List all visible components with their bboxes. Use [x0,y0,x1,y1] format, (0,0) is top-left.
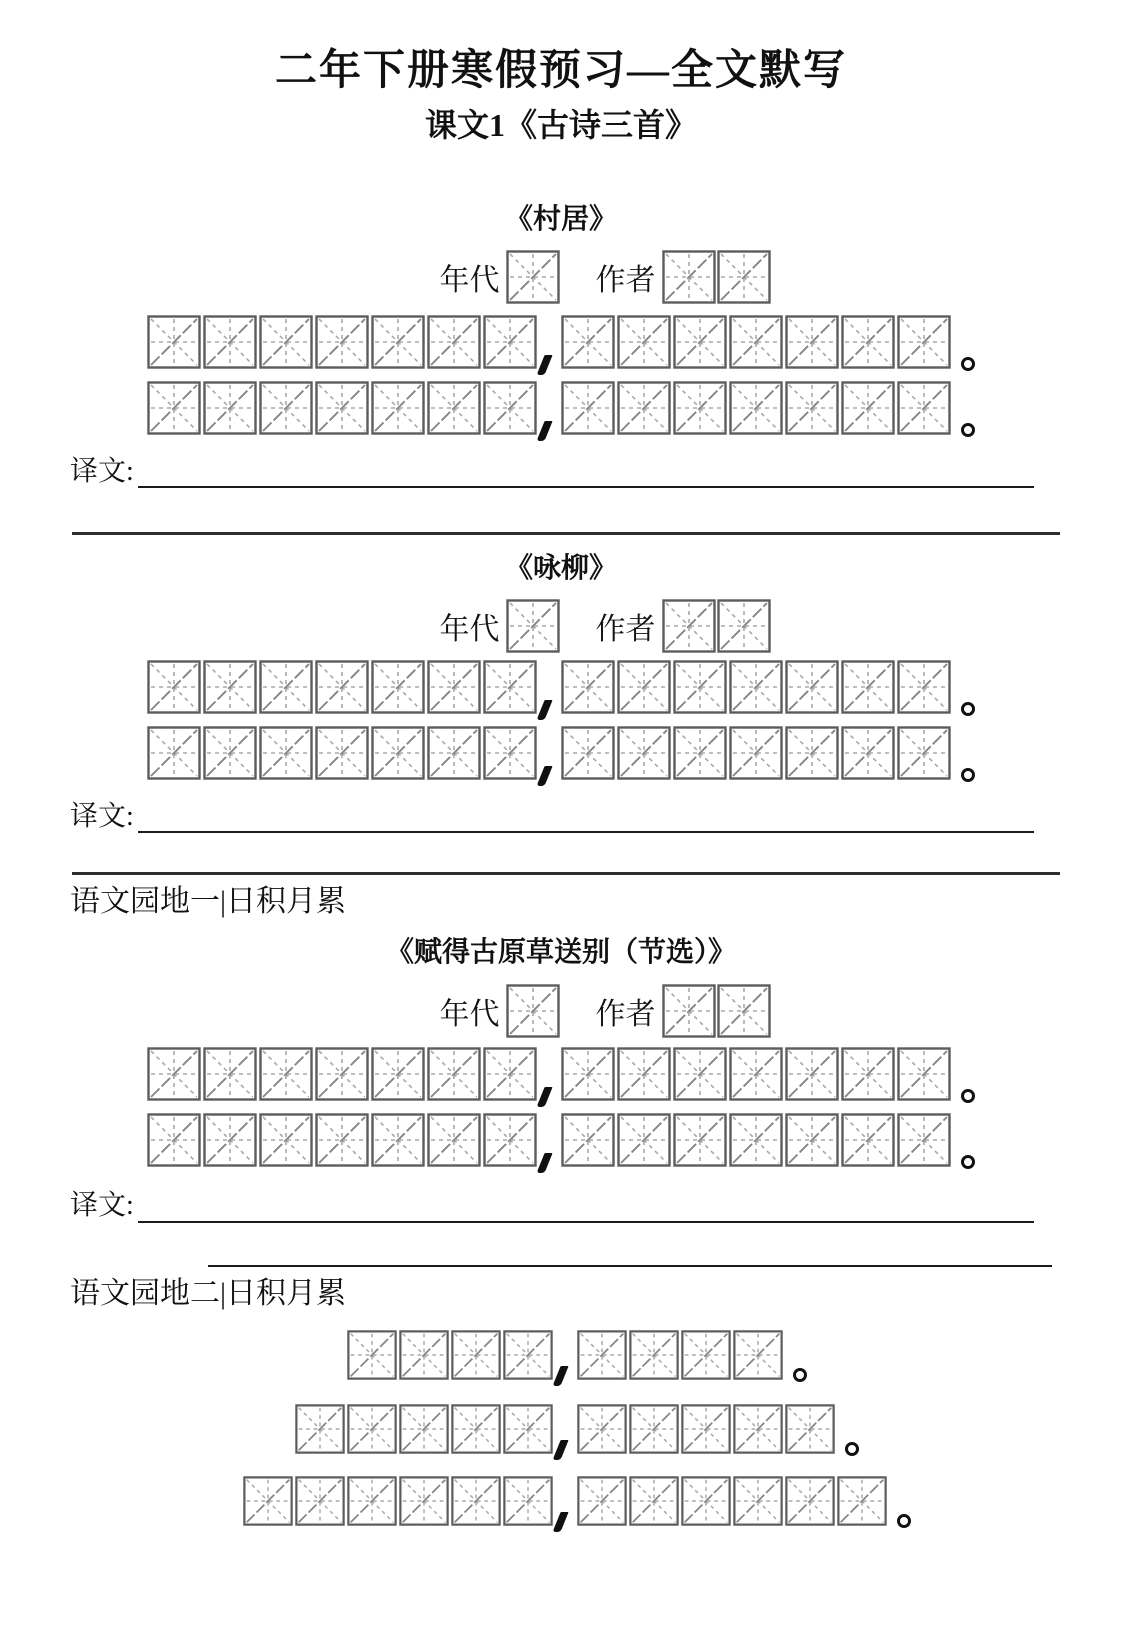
comma-mark [537,1087,553,1107]
writing-grid-box [617,315,671,369]
writing-grid-box [729,1113,783,1167]
writing-grid-box [259,381,313,435]
section-poem-3 [0,883,1122,1266]
writing-grid-box [841,381,895,435]
section-garden-two [0,1275,1122,1527]
poem-title: 《村居》 [504,204,617,236]
meta-row [44,249,1122,305]
writing-grid-box [561,726,615,780]
writing-grid-box [147,1113,201,1167]
writing-grid-box [577,1330,627,1380]
writing-grid-box [841,726,895,780]
writing-grid-box [503,1404,553,1454]
garden-one-header: 语文园地一|日积月累 [70,885,347,919]
writing-grid-box [841,315,895,369]
poem-line-row [0,315,1122,369]
line-left-boxes [295,1404,553,1454]
author-box-group [662,250,771,304]
period-mark [897,1514,911,1528]
period-mark [961,1155,975,1169]
writing-grid-box [503,1330,553,1380]
writing-grid-box [243,1476,293,1526]
writing-grid-box [841,1113,895,1167]
line-left-boxes [147,726,537,780]
author-label: 作者 [595,263,656,297]
period-mark [793,1368,807,1382]
line-right-boxes [561,1047,951,1101]
saying-line-row [16,1330,1122,1380]
poem-line-row [0,726,1122,780]
writing-grid-box [617,1047,671,1101]
writing-grid-box [785,1476,835,1526]
writing-grid-box [259,315,313,369]
writing-grid-box [259,1113,313,1167]
writing-grid-box [662,984,716,1038]
writing-grid-box [673,726,727,780]
era-label: 年代 [439,998,500,1032]
period-mark [845,1442,859,1456]
line-left-boxes [147,660,537,714]
writing-grid-box [897,1113,951,1167]
translation-label: 译文: [70,1190,134,1222]
comma-mark [553,1512,569,1532]
section-divider [72,872,1060,875]
writing-grid-box [483,1113,537,1167]
writing-grid-box [427,660,481,714]
writing-grid-box [729,1047,783,1101]
writing-grid-box [841,1047,895,1101]
poem-title: 《赋得古原草送别（节选）》 [385,936,736,968]
writing-grid-box [203,726,257,780]
writing-grid-box [729,381,783,435]
writing-grid-box [451,1476,501,1526]
writing-grid-box [147,315,201,369]
writing-grid-box [785,1404,835,1454]
line-right-boxes [577,1404,835,1454]
writing-grid-box [897,315,951,369]
era-box-group [506,250,560,304]
comma-mark [537,700,553,720]
writing-grid-box [897,1047,951,1101]
writing-grid-box [673,1113,727,1167]
writing-grid-box [427,726,481,780]
writing-grid-box [662,250,716,304]
writing-grid-box [315,726,369,780]
writing-grid-box [147,1047,201,1101]
writing-grid-box [399,1404,449,1454]
writing-grid-box [506,250,560,304]
writing-grid-box [561,1113,615,1167]
writing-grid-box [203,660,257,714]
translation-blank-line [138,458,1034,488]
writing-grid-box [629,1404,679,1454]
writing-grid-box [371,1113,425,1167]
writing-grid-box [315,381,369,435]
writing-grid-box [347,1476,397,1526]
writing-grid-box [729,726,783,780]
writing-grid-box [717,599,771,653]
comma-mark [537,355,553,375]
writing-grid-box [371,315,425,369]
writing-grid-box [295,1476,345,1526]
writing-grid-box [427,315,481,369]
line-right-boxes [561,381,951,435]
writing-grid-box [315,660,369,714]
line-left-boxes [347,1330,553,1380]
writing-grid-box [577,1476,627,1526]
writing-grid-box [617,381,671,435]
writing-grid-box [681,1404,731,1454]
poem-line-row [0,1113,1122,1167]
writing-grid-box [897,726,951,780]
comma-mark [553,1440,569,1460]
writing-grid-box [399,1330,449,1380]
writing-grid-box [483,315,537,369]
writing-grid-box [315,1047,369,1101]
writing-grid-box [841,660,895,714]
writing-grid-box [203,315,257,369]
writing-grid-box [506,984,560,1038]
writing-grid-box [561,381,615,435]
line-left-boxes [147,1113,537,1167]
poem-title: 《咏柳》 [504,553,617,585]
translation-blank-line [138,803,1034,833]
writing-grid-box [483,660,537,714]
writing-grid-box [785,726,839,780]
page-title: 二年下册寒假预习—全文默写 [274,48,847,94]
line-left-boxes [243,1476,553,1526]
writing-grid-box [673,660,727,714]
line-left-boxes [147,315,537,369]
author-box-group [662,599,771,653]
writing-grid-box [897,660,951,714]
writing-grid-box [733,1404,783,1454]
poem-line-row [0,1047,1122,1101]
writing-grid-box [427,1047,481,1101]
line-right-boxes [561,315,951,369]
comma-mark [537,1153,553,1173]
line-right-boxes [577,1330,783,1380]
writing-grid-box [371,726,425,780]
saying-line-row [16,1404,1122,1454]
section-divider [72,532,1060,535]
translation-label: 译文: [70,455,134,487]
translation-row [0,1189,1122,1223]
writing-grid-box [451,1404,501,1454]
writing-grid-box [503,1476,553,1526]
writing-grid-box [785,1113,839,1167]
writing-grid-box [147,660,201,714]
saying-line-row [16,1476,1122,1526]
writing-grid-box [729,660,783,714]
writing-grid-box [203,1047,257,1101]
line-right-boxes [561,1113,951,1167]
writing-grid-box [673,381,727,435]
writing-grid-box [561,315,615,369]
era-label: 年代 [439,612,500,646]
writing-grid-box [729,315,783,369]
poem-line-row [0,381,1122,435]
writing-grid-box [259,660,313,714]
writing-grid-box [897,381,951,435]
writing-grid-box [451,1330,501,1380]
writing-grid-box [681,1476,731,1526]
writing-grid-box [371,1047,425,1101]
writing-grid-box [371,660,425,714]
writing-grid-box [259,726,313,780]
period-mark [961,357,975,371]
comma-mark [537,766,553,786]
writing-grid-box [785,1047,839,1101]
writing-grid-box [427,381,481,435]
translation-blank-line-2 [208,1265,1052,1267]
writing-grid-box [315,315,369,369]
comma-mark [553,1366,569,1386]
garden-two-header: 语文园地二|日积月累 [70,1276,347,1310]
writing-grid-box [717,984,771,1038]
writing-grid-box [483,726,537,780]
writing-grid-box [733,1330,783,1380]
writing-grid-box [315,1113,369,1167]
line-right-boxes [577,1476,887,1526]
writing-grid-box [203,1113,257,1167]
line-right-boxes [561,726,951,780]
writing-grid-box [673,315,727,369]
writing-grid-box [617,1113,671,1167]
writing-grid-box [561,1047,615,1101]
line-left-boxes [147,381,537,435]
writing-grid-box [371,381,425,435]
translation-label: 译文: [70,800,134,832]
meta-row [44,598,1122,654]
writing-grid-box [617,726,671,780]
writing-grid-box [733,1476,783,1526]
line-right-boxes [561,660,951,714]
writing-grid-box [629,1330,679,1380]
translation-row [0,800,1122,834]
writing-grid-box [347,1330,397,1380]
translation-row [0,455,1122,489]
writing-grid-box [483,1047,537,1101]
writing-grid-box [295,1404,345,1454]
period-mark [961,1089,975,1103]
writing-grid-box [147,726,201,780]
writing-grid-box [785,381,839,435]
comma-mark [537,421,553,441]
author-label: 作者 [595,998,656,1032]
writing-grid-box [629,1476,679,1526]
worksheet-page [0,44,1122,1631]
writing-grid-box [203,381,257,435]
poem-line-row [0,660,1122,714]
writing-grid-box [483,381,537,435]
writing-grid-box [837,1476,887,1526]
writing-grid-box [662,599,716,653]
writing-grid-box [673,1047,727,1101]
era-label: 年代 [439,263,500,297]
writing-grid-box [717,250,771,304]
writing-grid-box [785,315,839,369]
writing-grid-box [399,1476,449,1526]
line-left-boxes [147,1047,537,1101]
writing-grid-box [506,599,560,653]
page-subtitle: 课文1《古诗三首》 [424,106,697,143]
writing-grid-box [617,660,671,714]
writing-grid-box [577,1404,627,1454]
era-box-group [506,599,560,653]
section-poem-1 [0,202,1122,488]
section-poem-2 [0,551,1122,833]
writing-grid-box [561,660,615,714]
author-box-group [662,984,771,1038]
writing-grid-box [147,381,201,435]
period-mark [961,423,975,437]
author-label: 作者 [595,612,656,646]
writing-grid-box [785,660,839,714]
writing-grid-box [681,1330,731,1380]
meta-row [44,983,1122,1039]
translation-blank-line [138,1193,1034,1223]
era-box-group [506,984,560,1038]
period-mark [961,768,975,782]
writing-grid-box [427,1113,481,1167]
period-mark [961,702,975,716]
writing-grid-box [347,1404,397,1454]
writing-grid-box [259,1047,313,1101]
